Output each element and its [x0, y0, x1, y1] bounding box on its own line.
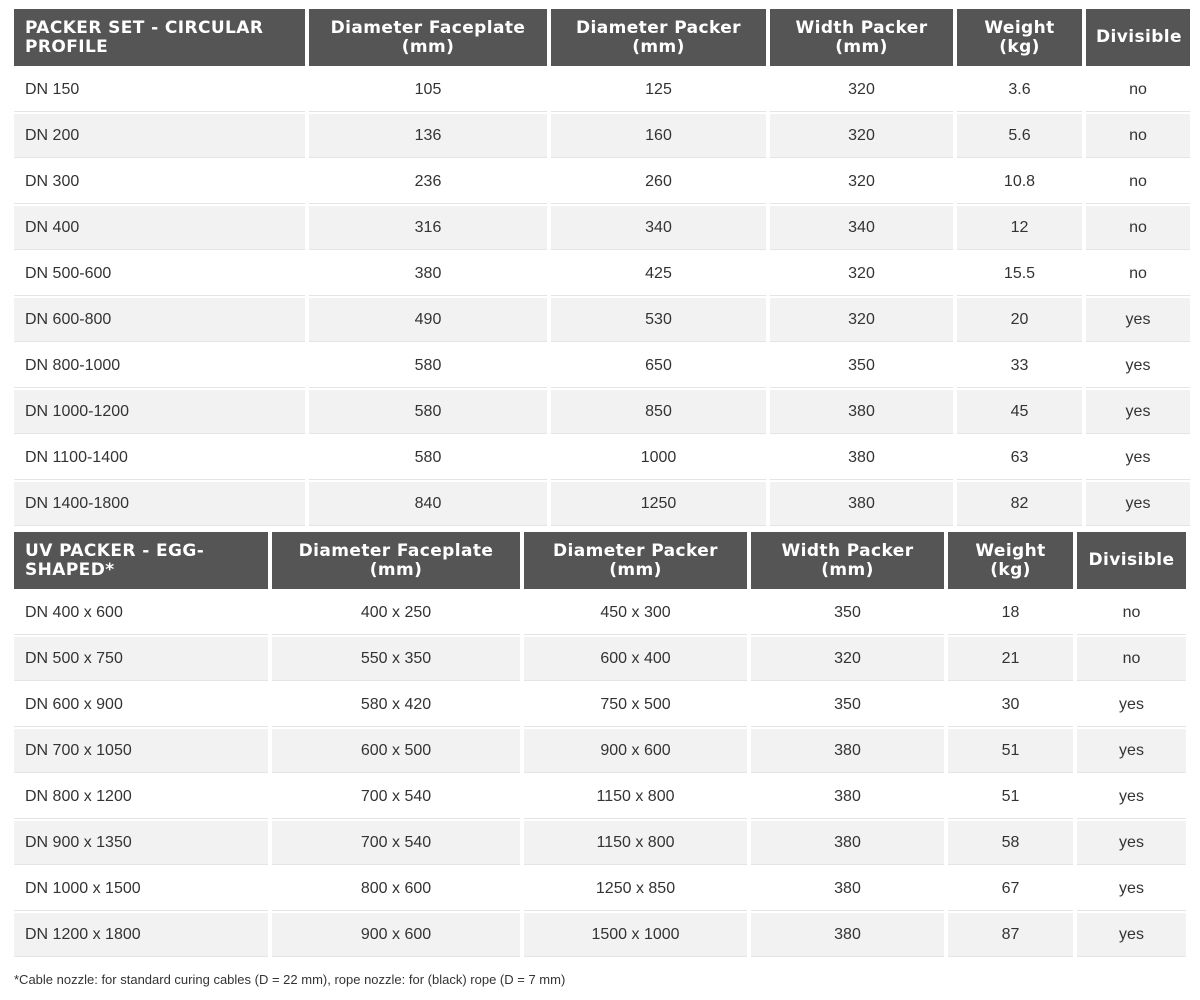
cell-diameter-packer: 160 — [551, 114, 766, 158]
table-row — [14, 344, 1190, 388]
cell-width-packer: 380 — [770, 482, 953, 526]
column-header-profile: UV PACKER - EGG-SHAPED* — [14, 532, 268, 589]
cell-divisible: yes — [1086, 390, 1190, 434]
column-header-weight: Weight (kg) — [957, 9, 1082, 66]
cell-nominal-size: DN 300 — [14, 160, 305, 204]
cell-divisible: yes — [1086, 436, 1190, 480]
cell-weight: 51 — [948, 729, 1073, 773]
cell-diameter-faceplate: 840 — [309, 482, 547, 526]
cell-diameter-packer: 530 — [551, 298, 766, 342]
cell-diameter-faceplate: 900 x 600 — [272, 913, 520, 957]
cell-width-packer: 380 — [770, 390, 953, 434]
cell-diameter-packer: 1150 x 800 — [524, 775, 747, 819]
cell-diameter-packer: 1500 x 1000 — [524, 913, 747, 957]
cell-diameter-faceplate: 800 x 600 — [272, 867, 520, 911]
circular-profile-table — [10, 7, 1194, 528]
cell-width-packer: 320 — [770, 298, 953, 342]
cell-divisible: no — [1077, 637, 1186, 681]
cell-width-packer: 320 — [770, 252, 953, 296]
cell-weight: 3.6 — [957, 68, 1082, 112]
column-header-profile: PACKER SET - CIRCULAR PROFILE — [14, 9, 305, 66]
cell-diameter-faceplate: 700 x 540 — [272, 775, 520, 819]
cell-divisible: yes — [1077, 729, 1186, 773]
cell-diameter-faceplate: 400 x 250 — [272, 591, 520, 635]
cell-divisible: no — [1086, 68, 1190, 112]
cell-weight: 20 — [957, 298, 1082, 342]
cell-weight: 10.8 — [957, 160, 1082, 204]
table-row — [14, 591, 1186, 635]
cell-divisible: yes — [1077, 913, 1186, 957]
cell-nominal-size: DN 1000 x 1500 — [14, 867, 268, 911]
cell-divisible: yes — [1077, 683, 1186, 727]
cell-weight: 58 — [948, 821, 1073, 865]
cell-width-packer: 380 — [751, 867, 944, 911]
cell-diameter-faceplate: 600 x 500 — [272, 729, 520, 773]
cell-weight: 21 — [948, 637, 1073, 681]
cell-diameter-packer: 600 x 400 — [524, 637, 747, 681]
egg-shaped-table — [10, 530, 1190, 959]
cell-nominal-size: DN 1000-1200 — [14, 390, 305, 434]
cell-weight: 67 — [948, 867, 1073, 911]
cell-nominal-size: DN 600-800 — [14, 298, 305, 342]
cell-divisible: no — [1077, 591, 1186, 635]
cell-diameter-packer: 125 — [551, 68, 766, 112]
table-row — [14, 821, 1186, 865]
cell-diameter-packer: 650 — [551, 344, 766, 388]
table-header-row — [14, 9, 1190, 66]
cell-nominal-size: DN 400 x 600 — [14, 591, 268, 635]
cell-diameter-packer: 260 — [551, 160, 766, 204]
cell-diameter-packer: 1250 x 850 — [524, 867, 747, 911]
cell-weight: 82 — [957, 482, 1082, 526]
cell-weight: 12 — [957, 206, 1082, 250]
table-row — [14, 206, 1190, 250]
table-row — [14, 436, 1190, 480]
cell-diameter-faceplate: 550 x 350 — [272, 637, 520, 681]
cell-width-packer: 320 — [770, 68, 953, 112]
cell-width-packer: 380 — [751, 821, 944, 865]
cell-divisible: yes — [1086, 298, 1190, 342]
column-header-diameter-packer: Diameter Packer (mm) — [524, 532, 747, 589]
cell-diameter-packer: 1150 x 800 — [524, 821, 747, 865]
cell-nominal-size: DN 500 x 750 — [14, 637, 268, 681]
table-row — [14, 729, 1186, 773]
table-row — [14, 298, 1190, 342]
footnote: *Cable nozzle: for standard curing cables (D = 22 mm), rope nozzle: for (black) rope (D = 7 mm) — [14, 972, 566, 987]
cell-diameter-faceplate: 380 — [309, 252, 547, 296]
cell-diameter-faceplate: 136 — [309, 114, 547, 158]
cell-diameter-packer: 450 x 300 — [524, 591, 747, 635]
cell-width-packer: 380 — [751, 775, 944, 819]
cell-weight: 63 — [957, 436, 1082, 480]
cell-width-packer: 350 — [751, 683, 944, 727]
cell-diameter-packer: 1000 — [551, 436, 766, 480]
cell-width-packer: 320 — [770, 114, 953, 158]
cell-divisible: yes — [1077, 821, 1186, 865]
table-row — [14, 482, 1190, 526]
cell-nominal-size: DN 1400-1800 — [14, 482, 305, 526]
cell-weight: 15.5 — [957, 252, 1082, 296]
cell-diameter-faceplate: 236 — [309, 160, 547, 204]
cell-nominal-size: DN 1200 x 1800 — [14, 913, 268, 957]
cell-nominal-size: DN 1100-1400 — [14, 436, 305, 480]
cell-divisible: no — [1086, 114, 1190, 158]
cell-diameter-faceplate: 580 — [309, 390, 547, 434]
cell-diameter-faceplate: 580 x 420 — [272, 683, 520, 727]
column-header-weight: Weight (kg) — [948, 532, 1073, 589]
cell-weight: 33 — [957, 344, 1082, 388]
table-row — [14, 390, 1190, 434]
table-row — [14, 637, 1186, 681]
table-header-row — [14, 532, 1186, 589]
cell-diameter-faceplate: 700 x 540 — [272, 821, 520, 865]
cell-nominal-size: DN 150 — [14, 68, 305, 112]
cell-diameter-faceplate: 105 — [309, 68, 547, 112]
cell-nominal-size: DN 800 x 1200 — [14, 775, 268, 819]
cell-diameter-faceplate: 316 — [309, 206, 547, 250]
table-row — [14, 68, 1190, 112]
column-header-width-packer: Width Packer (mm) — [751, 532, 944, 589]
cell-width-packer: 350 — [751, 591, 944, 635]
cell-width-packer: 350 — [770, 344, 953, 388]
cell-divisible: no — [1086, 252, 1190, 296]
column-header-diameter-faceplate: Diameter Faceplate (mm) — [272, 532, 520, 589]
cell-weight: 87 — [948, 913, 1073, 957]
cell-divisible: no — [1086, 206, 1190, 250]
table-row — [14, 683, 1186, 727]
column-header-diameter-faceplate: Diameter Faceplate (mm) — [309, 9, 547, 66]
cell-weight: 51 — [948, 775, 1073, 819]
table-row — [14, 160, 1190, 204]
cell-diameter-packer: 750 x 500 — [524, 683, 747, 727]
cell-width-packer: 340 — [770, 206, 953, 250]
cell-width-packer: 320 — [751, 637, 944, 681]
cell-width-packer: 380 — [751, 729, 944, 773]
cell-nominal-size: DN 900 x 1350 — [14, 821, 268, 865]
cell-width-packer: 380 — [751, 913, 944, 957]
cell-nominal-size: DN 500-600 — [14, 252, 305, 296]
column-header-width-packer: Width Packer (mm) — [770, 9, 953, 66]
table-row — [14, 913, 1186, 957]
cell-diameter-faceplate: 580 — [309, 436, 547, 480]
cell-diameter-faceplate: 490 — [309, 298, 547, 342]
cell-diameter-packer: 900 x 600 — [524, 729, 747, 773]
column-header-divisible: Divisible — [1077, 532, 1186, 589]
cell-diameter-packer: 1250 — [551, 482, 766, 526]
cell-diameter-packer: 425 — [551, 252, 766, 296]
cell-weight: 18 — [948, 591, 1073, 635]
cell-nominal-size: DN 700 x 1050 — [14, 729, 268, 773]
table-row — [14, 114, 1190, 158]
cell-weight: 30 — [948, 683, 1073, 727]
cell-divisible: yes — [1077, 867, 1186, 911]
column-header-diameter-packer: Diameter Packer (mm) — [551, 9, 766, 66]
cell-width-packer: 380 — [770, 436, 953, 480]
cell-weight: 5.6 — [957, 114, 1082, 158]
table-row — [14, 252, 1190, 296]
cell-nominal-size: DN 800-1000 — [14, 344, 305, 388]
table-row — [14, 867, 1186, 911]
cell-width-packer: 320 — [770, 160, 953, 204]
cell-nominal-size: DN 400 — [14, 206, 305, 250]
cell-diameter-packer: 340 — [551, 206, 766, 250]
cell-diameter-packer: 850 — [551, 390, 766, 434]
table-row — [14, 775, 1186, 819]
cell-diameter-faceplate: 580 — [309, 344, 547, 388]
cell-divisible: yes — [1086, 344, 1190, 388]
cell-divisible: yes — [1086, 482, 1190, 526]
cell-nominal-size: DN 600 x 900 — [14, 683, 268, 727]
cell-divisible: no — [1086, 160, 1190, 204]
column-header-divisible: Divisible — [1086, 9, 1190, 66]
cell-weight: 45 — [957, 390, 1082, 434]
cell-divisible: yes — [1077, 775, 1186, 819]
cell-nominal-size: DN 200 — [14, 114, 305, 158]
